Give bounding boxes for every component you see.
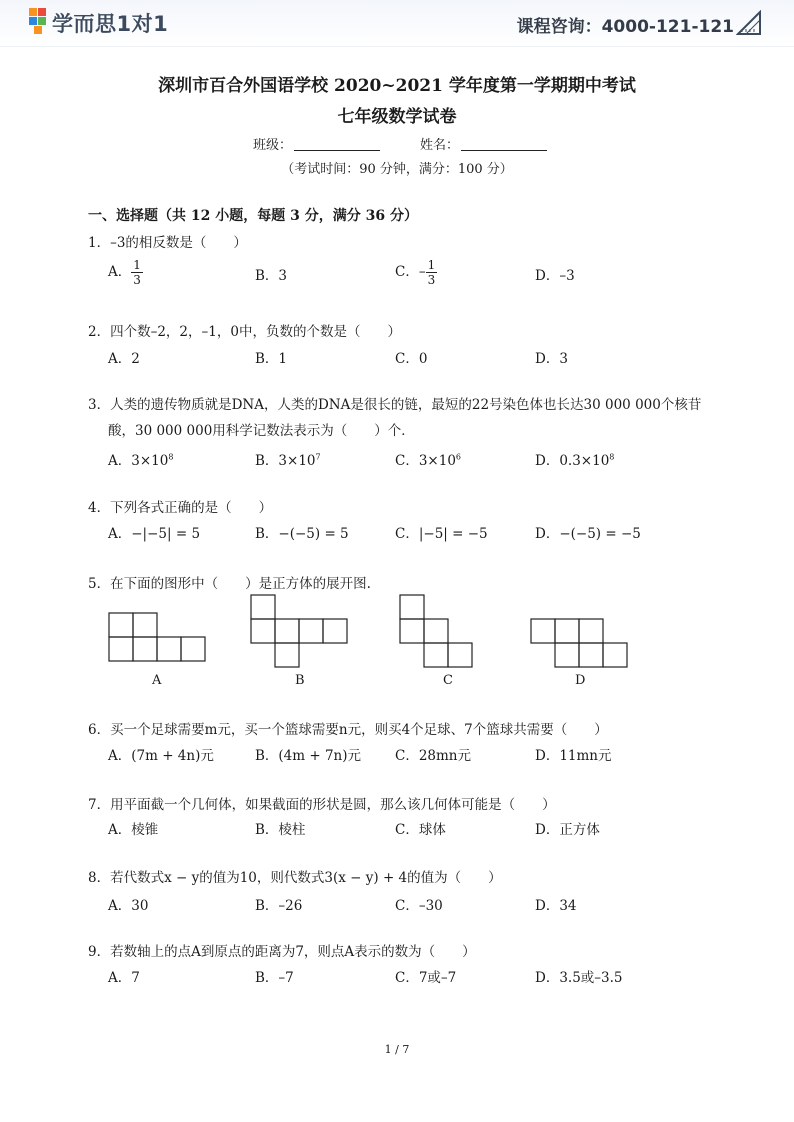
option-d: D．$0.3\times 10^8$ xyxy=(535,452,615,469)
brand-name: 学而思1对1 xyxy=(52,12,169,36)
cube-net-a xyxy=(108,612,208,662)
fraction: $\frac{1}{3}$ xyxy=(427,258,436,287)
cube-net-c xyxy=(399,594,475,669)
option-a: A．30 xyxy=(108,898,149,914)
option-c: C．$3\times 10^6$ xyxy=(395,452,462,469)
option-b: B．棱柱 xyxy=(255,822,306,838)
name-blank xyxy=(461,136,547,151)
option-d: D．−(−5) = −5 xyxy=(535,526,641,542)
option-d: D．正方体 xyxy=(535,822,600,838)
option-a: A．$3\times 10^8$ xyxy=(108,452,174,469)
option-d: D．3 xyxy=(535,351,568,367)
option-b: B．–26 xyxy=(255,898,303,914)
exam-title: 深圳市百合外国语学校 2020~2021 学年度第一学期期中考试 xyxy=(158,76,636,96)
option-a: A．2 xyxy=(108,351,140,367)
option-b: B．3 xyxy=(255,268,288,284)
name-field xyxy=(420,134,547,153)
option-d: D．34 xyxy=(535,898,577,914)
question-stem: 9．若数轴上的点A到原点的距离为7，则点A表示的数为（ ） xyxy=(88,944,476,960)
option-c: C．28mn元 xyxy=(395,748,472,764)
question-stem: 7．用平面截一个几何体，如果截面的形状是圆，那么该几何体可能是（ ） xyxy=(88,797,556,813)
option-c: C．–30 xyxy=(395,898,443,914)
page-header xyxy=(0,0,794,47)
option-c: C．0 xyxy=(395,351,428,367)
fraction: $\frac{1}{3}$ xyxy=(133,258,141,287)
cube-net-d xyxy=(530,618,630,668)
question-stem-continued: 酸，30 000 000用科学记数法表示为（ ）个． xyxy=(108,423,415,439)
option-a: A．7 xyxy=(108,970,140,986)
exam-subtitle: 七年级数学试卷 xyxy=(337,107,457,127)
option-a: A．棱锥 xyxy=(108,822,159,838)
option-a: A．(7m + 4n)元 xyxy=(108,748,214,764)
question-stem: 5．在下面的图形中（ ）是正方体的展开图. xyxy=(88,576,371,592)
name-label: 姓名： xyxy=(420,138,460,153)
exam-info: （考试时间：90 分钟，满分：100 分） xyxy=(281,162,513,177)
option-b: B．−(−5) = 5 xyxy=(255,526,349,542)
option-c: C．7或–7 xyxy=(395,970,457,986)
option-b: B．–7 xyxy=(255,970,294,986)
class-blank xyxy=(294,136,380,151)
question-stem: 2．四个数–2，2，–1，0中，负数的个数是（ ） xyxy=(88,324,401,340)
option-d: D．11mn元 xyxy=(535,748,612,764)
option-a: A．−|−5| = 5 xyxy=(108,526,201,542)
brand-logo-icon xyxy=(28,7,48,35)
option-b: B．(4m + 7n)元 xyxy=(255,748,362,764)
net-label-a: A xyxy=(152,673,162,688)
option-c: C．– $\frac{1}{3}$ xyxy=(395,258,436,287)
class-field xyxy=(253,134,380,153)
option-b: B．1 xyxy=(255,351,288,367)
net-label-b: B xyxy=(295,673,305,688)
option-b: B．$3\times 10^7$ xyxy=(255,452,321,469)
option-c: C．|−5| = −5 xyxy=(395,526,488,542)
section-heading: 一、选择题（共 12 小题，每题 3 分，满分 36 分） xyxy=(88,208,418,224)
option-d: D．3.5或–3.5 xyxy=(535,970,623,986)
net-label-d: D xyxy=(575,673,586,688)
question-stem: 8．若代数式x − y的值为10，则代数式3(x − y) + 4的值为（ ） xyxy=(88,870,502,886)
question-stem: 3．人类的遗传物质就是DNA，人类的DNA是很长的链，最短的22号染色体也长达30 000 000个核苷 xyxy=(88,397,702,413)
option-a: A． $\frac{1}{3}$ xyxy=(108,258,141,287)
cube-net-b xyxy=(250,594,350,669)
page-number: 1 / 7 xyxy=(384,1043,410,1056)
hotline-text: 课程咨询：4000-121-121 xyxy=(516,17,734,37)
ruler-triangle-icon xyxy=(736,10,762,36)
question-stem: 6．买一个足球需要m元，买一个篮球需要n元，则买4个足球、7个篮球共需要（ ） xyxy=(88,722,608,738)
option-d: D．–3 xyxy=(535,268,575,284)
net-label-c: C xyxy=(443,673,453,688)
option-c: C．球体 xyxy=(395,822,446,838)
question-stem: 4．下列各式正确的是（ ） xyxy=(88,500,273,516)
question-stem: 1．–3的相反数是（ ） xyxy=(88,235,247,251)
class-label: 班级： xyxy=(253,138,293,153)
